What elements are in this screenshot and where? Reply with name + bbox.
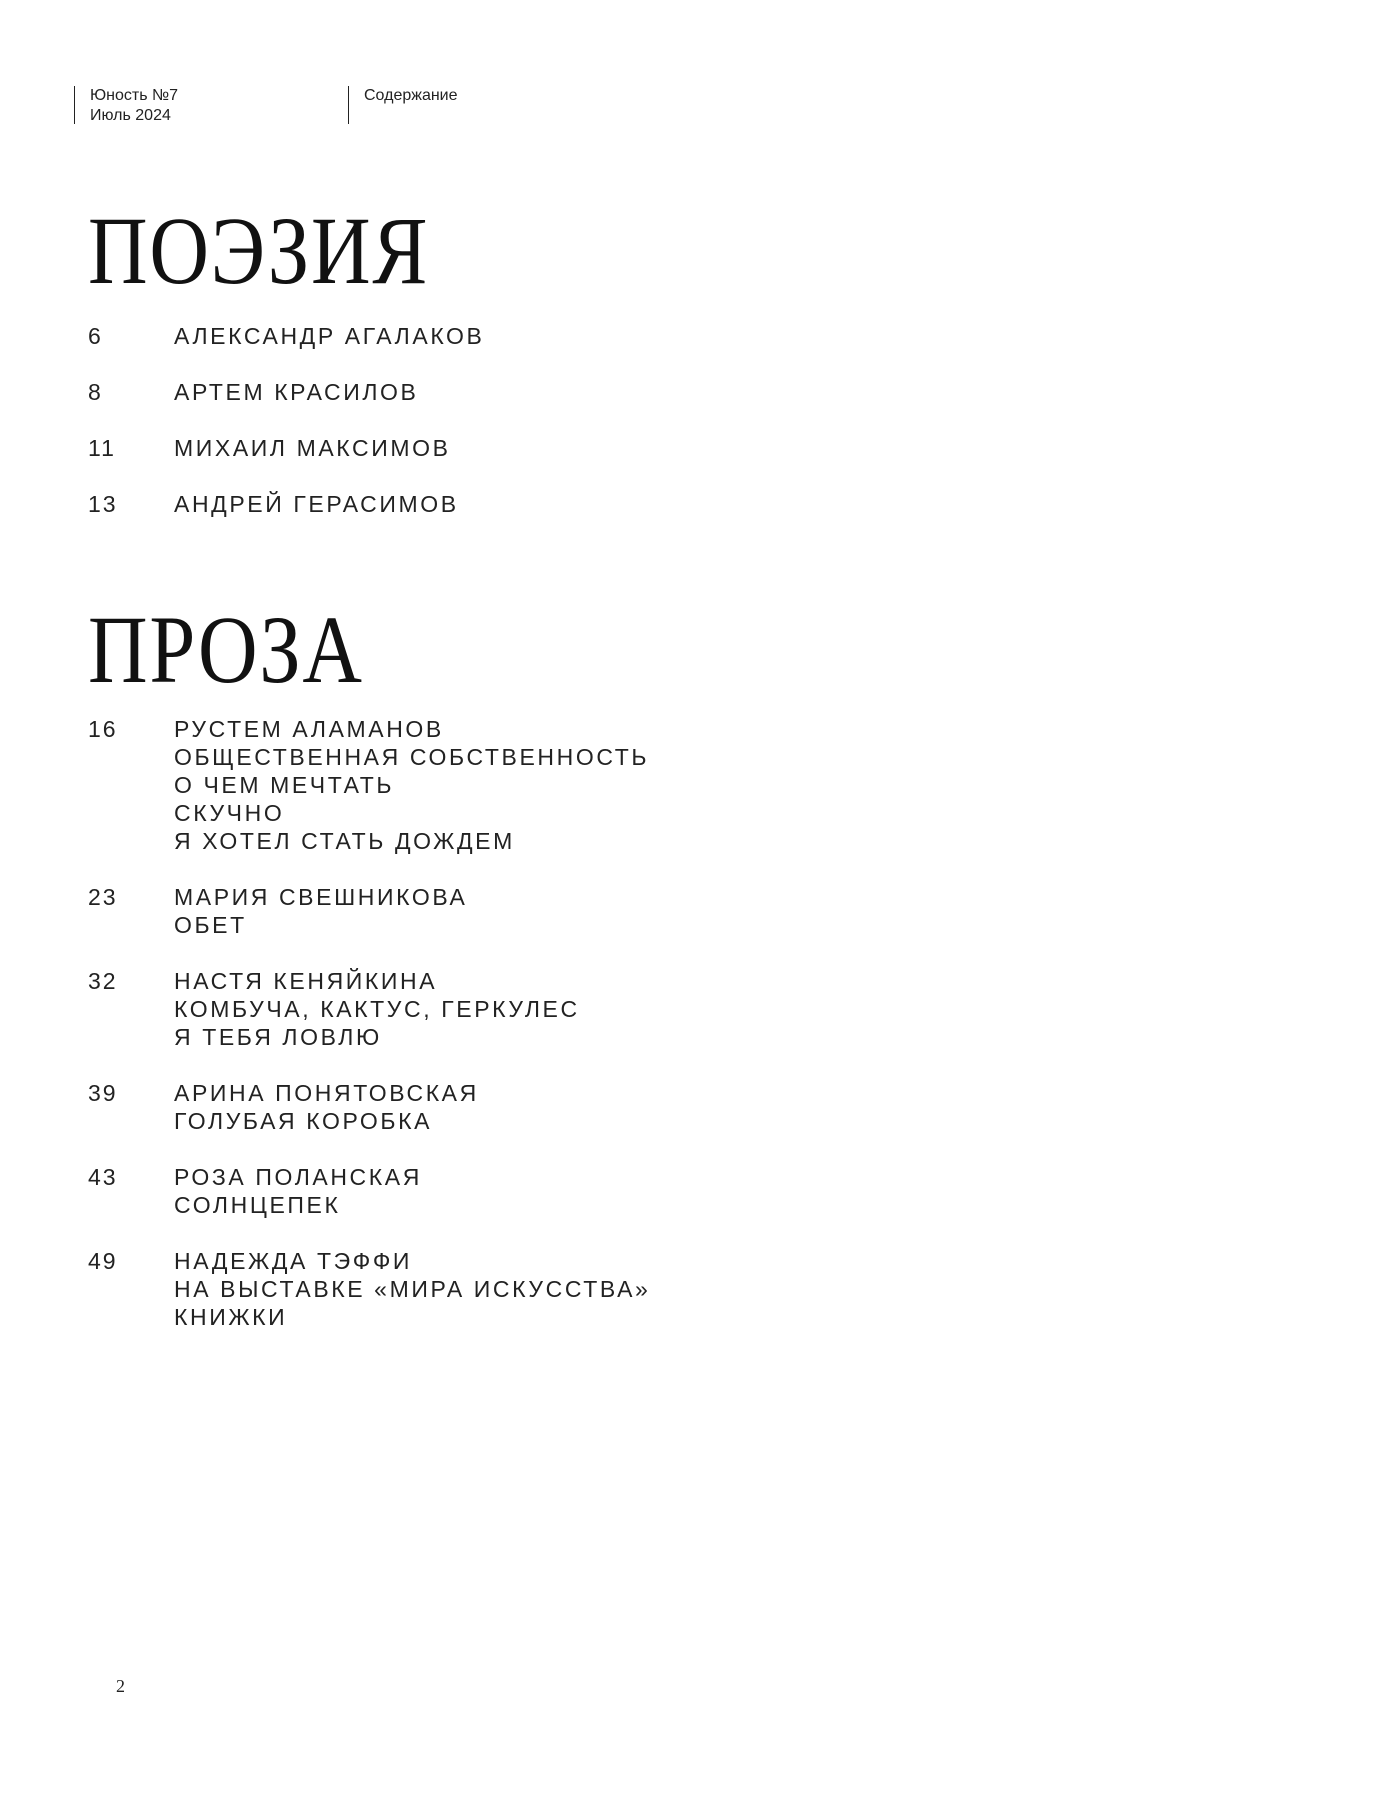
- toc-author: АНДРЕЙ ГЕРАСИМОВ: [174, 491, 459, 517]
- toc-page-number: 11: [88, 435, 116, 461]
- section-info: [348, 86, 564, 124]
- toc-work-title: Я ТЕБЯ ЛОВЛЮ: [174, 1024, 382, 1050]
- toc-author: АРТЕМ КРАСИЛОВ: [174, 379, 419, 405]
- toc-work-title: КОМБУЧА, КАКТУС, ГЕРКУЛЕС: [174, 996, 580, 1022]
- toc-entry[interactable]: [88, 1247, 650, 1331]
- toc-work-title: ГОЛУБАЯ КОРОБКА: [174, 1108, 433, 1134]
- toc-page-number: 16: [88, 716, 118, 742]
- toc-work-title: НА ВЫСТАВКЕ «МИРА ИСКУССТВА»: [174, 1276, 651, 1302]
- toc-entry[interactable]: [88, 883, 650, 939]
- issue-info: [74, 86, 350, 124]
- toc-page-number: 13: [88, 491, 118, 517]
- toc-work-title: КНИЖКИ: [174, 1304, 288, 1330]
- toc-work-title: СКУЧНО: [174, 800, 285, 826]
- toc-entry[interactable]: [88, 322, 485, 350]
- toc-author: РУСТЕМ АЛАМАНОВ: [174, 716, 444, 742]
- toc-work-title: Я ХОТЕЛ СТАТЬ ДОЖДЕМ: [174, 828, 515, 854]
- toc-work-title: ОБЕТ: [174, 912, 247, 938]
- toc-page-number: 32: [88, 968, 118, 994]
- toc-page-number: 43: [88, 1164, 118, 1190]
- toc-author: МАРИЯ СВЕШНИКОВА: [174, 884, 468, 910]
- toc-work-title: ОБЩЕСТВЕННАЯ СОБСТВЕННОСТЬ: [174, 744, 650, 770]
- page-number: 2: [116, 1676, 125, 1696]
- toc-page-number: 6: [88, 323, 103, 349]
- toc-work-title: СОЛНЦЕПЕК: [174, 1192, 341, 1218]
- toc-entry[interactable]: [88, 378, 485, 406]
- toc-author: НАСТЯ КЕНЯЙКИНА: [174, 968, 438, 994]
- poetry-toc: [88, 322, 485, 546]
- toc-author: АРИНА ПОНЯТОВСКАЯ: [174, 1080, 479, 1106]
- toc-page-number: 49: [88, 1248, 118, 1274]
- toc-page-number: 39: [88, 1080, 118, 1106]
- toc-entry[interactable]: [88, 434, 485, 462]
- toc-author: НАДЕЖДА ТЭФФИ: [174, 1248, 413, 1274]
- magazine-issue: Юность №7: [90, 87, 179, 104]
- toc-entry[interactable]: [88, 715, 650, 855]
- toc-work-title: О ЧЕМ МЕЧТАТЬ: [174, 772, 395, 798]
- toc-page-number: 23: [88, 884, 118, 910]
- prose-toc: [88, 715, 650, 1359]
- issue-date: Июль 2024: [90, 107, 171, 124]
- poetry-heading: ПОЭЗИЯ: [88, 197, 430, 304]
- toc-page-number: 8: [88, 379, 103, 405]
- toc-author: РОЗА ПОЛАНСКАЯ: [174, 1164, 422, 1190]
- toc-entry[interactable]: [88, 490, 485, 518]
- toc-entry[interactable]: [88, 967, 650, 1051]
- section-name: Содержание: [364, 87, 458, 104]
- toc-author: АЛЕКСАНДР АГАЛАКОВ: [174, 323, 485, 349]
- toc-entry[interactable]: [88, 1079, 650, 1135]
- prose-heading: ПРОЗА: [88, 596, 364, 703]
- toc-entry[interactable]: [88, 1163, 650, 1219]
- toc-author: МИХАИЛ МАКСИМОВ: [174, 435, 451, 461]
